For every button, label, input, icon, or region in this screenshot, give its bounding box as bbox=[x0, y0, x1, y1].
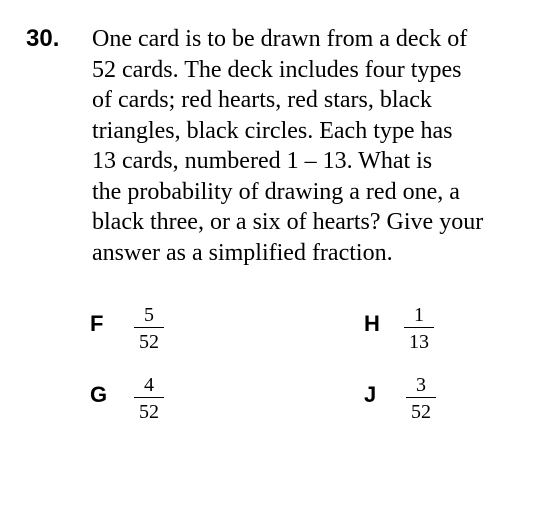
choice-letter: F bbox=[90, 311, 104, 336]
choice-fraction bbox=[406, 374, 436, 423]
answer-choice-j[interactable] bbox=[364, 374, 444, 434]
answer-choice-h[interactable] bbox=[364, 304, 444, 364]
choice-fraction bbox=[404, 304, 434, 353]
fraction-numerator: 5 bbox=[144, 304, 154, 326]
choice-fraction bbox=[134, 304, 164, 353]
question-number: 30. bbox=[26, 25, 60, 52]
fraction-numerator: 4 bbox=[144, 374, 154, 396]
answer-choice-g[interactable] bbox=[90, 374, 170, 434]
question-line: answer as a simplified fraction. bbox=[92, 239, 393, 266]
choice-letter: G bbox=[90, 382, 108, 407]
question-line: of cards; red hearts, red stars, black bbox=[92, 87, 432, 113]
fraction-numerator: 1 bbox=[414, 304, 424, 326]
fraction-denominator: 52 bbox=[139, 401, 159, 423]
fraction-bar bbox=[406, 397, 436, 398]
question-line: 13 cards, numbered 1 – 13. What is bbox=[92, 148, 433, 174]
question-line: black three, or a six of hearts? Give your bbox=[92, 209, 484, 235]
question-line: triangles, black circles. Each type has bbox=[92, 117, 453, 144]
question-line: One card is to be drawn from a deck of bbox=[92, 26, 468, 52]
choice-letter: J bbox=[364, 382, 377, 407]
fraction-denominator: 13 bbox=[409, 331, 429, 353]
choice-fraction bbox=[134, 374, 164, 423]
fraction-bar bbox=[404, 327, 434, 328]
fraction-denominator: 52 bbox=[139, 331, 159, 353]
fraction-bar bbox=[134, 397, 164, 398]
fraction-denominator: 52 bbox=[411, 401, 431, 423]
fraction-numerator: 3 bbox=[416, 374, 426, 396]
question-line: 52 cards. The deck includes four types bbox=[92, 56, 462, 83]
question-text bbox=[92, 24, 532, 268]
fraction-bar bbox=[134, 327, 164, 328]
question-line: the probability of drawing a red one, a bbox=[92, 178, 460, 205]
choice-letter: H bbox=[364, 311, 380, 336]
answer-choice-f[interactable] bbox=[90, 304, 170, 364]
